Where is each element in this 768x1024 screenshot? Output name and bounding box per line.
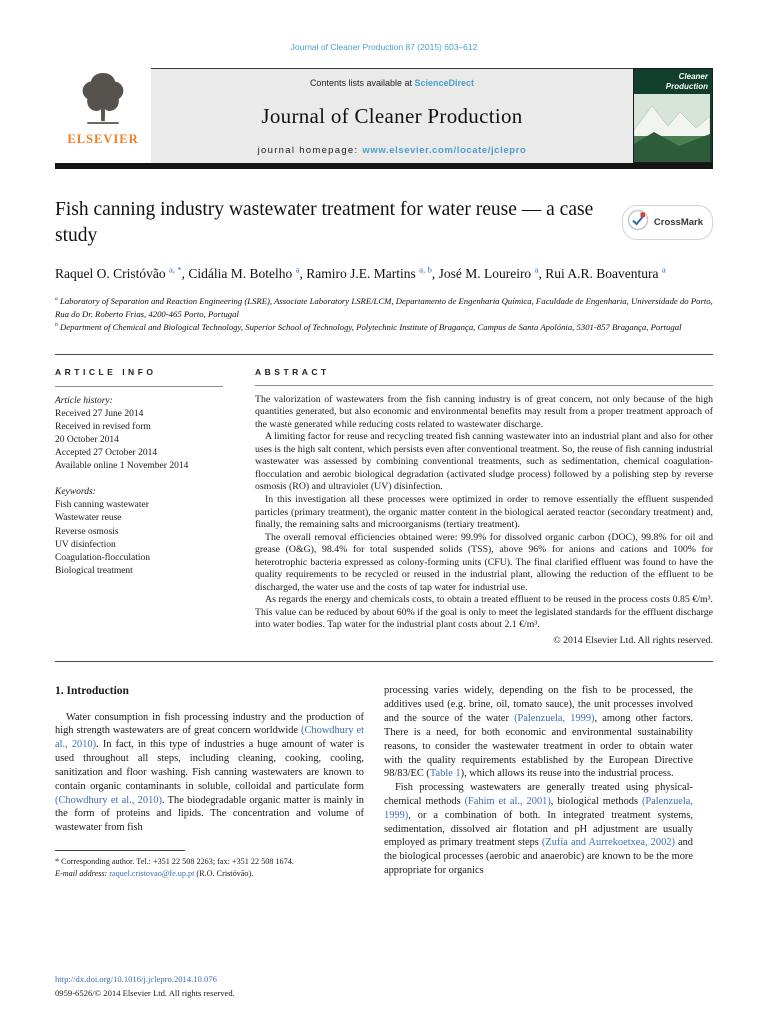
journal-cover-image[interactable] — [633, 68, 713, 163]
issn-copyright-line: 0959-6526/© 2014 Elsevier Ltd. All rights reserved. — [55, 987, 235, 998]
elsevier-wordmark: ELSEVIER — [67, 132, 139, 146]
contents-prefix: Contents lists available at — [309, 78, 415, 88]
keyword-item: Reverse osmosis — [55, 526, 119, 537]
affiliation-b: $^b$ Department of Chemical and Biological Technology, Superior School of Technology, Polytechnic Institute of Bragança, Campus de Santa Apolónia, 5301-857 Bragança, Portugal — [55, 321, 682, 332]
crossmark-label: CrossMark — [653, 217, 703, 228]
journal-masthead — [151, 68, 633, 163]
abstract-paragraph: The valorization of wastewaters from the fish canning industry is of great concern, not only because of the high quantities generated, but also economic and environmental benefits may result from a proper treatment approach of the waste generated while reducing costs related to wastewater discharge. — [255, 393, 713, 430]
affiliations — [55, 295, 713, 334]
section-heading-introduction: 1. Introduction — [55, 685, 129, 698]
keyword-item: Wastewater reuse — [55, 513, 122, 524]
header-divider-bar — [55, 163, 713, 169]
history-line: 20 October 2014 — [55, 434, 119, 445]
abstract-paragraph: A limiting factor for reuse and recycling treated fish canning wastewater into an industrial plant and also for other uses is the high salt content, which persists even after conventional treatment. So, the reuse of fish canning industrial wastewater was assessed by combining conventional treatments, such as sedimentation, chemical coagulation-flocculation and aerobic biological degradation (activated sludge process) followed by a polishing step by reverse osmosis (RO) and ultraviolet (UV) disinfection. — [255, 431, 713, 493]
body-column-right — [384, 684, 693, 880]
keyword-item: Coagulation-flocculation — [55, 552, 150, 563]
body-paragraph: Water consumption in fish processing industry and the production of high strength wastewaters are of great concern worldwide (Chowdhury et al., 2010). In fact, in this type of industries a huge amount of water is used throughout all steps, including cleaning, cooking, cooling, sanitization and floor washing. Fish canning wastewaters are known to contain organic contaminants in soluble, colloidal and particulate form (Chowdhury et al., 2010). The biodegradable organic matter is mainly in the form of proteins and lipids. The concentration and volume of wastewater from fish — [55, 711, 365, 834]
crossmark-badge[interactable] — [622, 205, 713, 240]
footnote-email-line: E-mail address: raquel.cristovao@fe.up.pt (R.O. Cristóvão). — [55, 869, 254, 879]
author-list: Raquel O. Cristóvão $^{a, *}$, Cidália M. Botelho $^a$, Ramiro J.E. Martins $^{a, b}$, José M. Loureiro $^a$, Rui A.R. Boaventura $^a$ — [55, 264, 666, 282]
abstract-paragraph: In this investigation all these processes were optimized in order to remove essentially the effluent suspended particles (primary treatment), the organic matter content in the biological aerated reactor (secondary treatment) and, finally, the remaining salts and microorganisms (tertiary treatment). — [255, 493, 713, 531]
doi-link[interactable]: http://dx.doi.org/10.1016/j.jclepro.2014.10.076 — [55, 974, 217, 985]
cover-title-line1: Cleaner — [678, 72, 708, 81]
history-label: Article history: — [55, 395, 113, 406]
inline-link[interactable]: Table 1 — [429, 768, 461, 780]
elsevier-tree-icon — [78, 70, 128, 131]
cover-mountains-art — [634, 94, 710, 162]
keywords-label: Keywords: — [55, 487, 96, 498]
inline-link[interactable]: (Zufía and Aurrekoetxea, 2002) — [541, 837, 675, 849]
abstract-column — [255, 367, 713, 648]
title-row — [55, 197, 713, 248]
info-abstract-block — [55, 354, 713, 663]
body-paragraph: Fish processing wastewaters are generally treated using physical-chemical methods (Fahim et al., 2001), biological methods (Palenzuela, 1999), or a combination of both. In integrated treatment systems, sedimentation, dissolved air flotation and pH adjustment are usually employed as primary treatment steps (Zufía and Aurrekoetxea, 2002) and the biological processes (aerobic and anaerobic) are known to be the more appropriate for organics — [384, 782, 693, 877]
footnote-line: * Corresponding author. Tel.: +351 22 508 2263; fax: +351 22 508 1674. — [55, 857, 294, 867]
history-line: Accepted 27 October 2014 — [55, 448, 158, 459]
journal-citation: Journal of Cleaner Production 87 (2015) 603–612 — [290, 42, 478, 52]
inline-link[interactable]: (Fahim et al., 2001) — [464, 795, 551, 807]
body-column-left — [55, 684, 364, 880]
keyword-item: Biological treatment — [55, 565, 133, 576]
copyright-line: © 2014 Elsevier Ltd. All rights reserved. — [553, 634, 713, 646]
history-line: Received 27 June 2014 — [55, 408, 144, 419]
inline-link[interactable]: raquel.cristovao@fe.up.pt — [109, 869, 195, 879]
inline-link[interactable]: (Chowdhury et al., 2010) — [55, 725, 365, 751]
body-paragraph: processing varies widely, depending on the fish to be processed, the additives used (e.g. brine, oil, tomato sauce), the unit processes involved and the source of the water (Palenzuela, 1999), among other factors. There is a need, for both economic and environmental sustainability reasons, to consider the wastewater treatment in order to obtain water with the quality requirements established by the European Directive 98/83/EC (Table 1), which allows its reuse into the industrial process. — [384, 685, 694, 780]
keyword-item: Fish canning wastewater — [55, 500, 149, 511]
abstract-heading: ABSTRACT — [255, 367, 713, 386]
article-body — [55, 684, 713, 880]
journal-homepage-link[interactable]: www.elsevier.com/locate/jclepro — [362, 145, 527, 156]
inline-link[interactable]: (Palenzuela, 1999) — [384, 795, 693, 821]
crossmark-icon — [627, 209, 649, 236]
history-line: Available online 1 November 2014 — [55, 461, 189, 472]
abstract-paragraph: The overall removal efficiencies obtained were: 99.9% for dissolved organic carbon (DOC), 99.8% for oil and grease (O&G), 98.4% for total suspended solids (TSS), above 96% for anions and cations and 100% for heterotrophic bacteria expressed as colony-forming units (CFU). The final clarified effluent was found to have the quality requirements to be recycled or reused in the industrial plant, allowing the reduction of the effluent to be discharged, the water use and the costs of tap water for industrial use. — [255, 531, 713, 593]
inline-link[interactable]: (Palenzuela, 1999) — [514, 713, 595, 725]
article-title: Fish canning industry wastewater treatment for water reuse — a case study — [55, 199, 594, 246]
article-info-column — [55, 367, 223, 648]
contents-line — [159, 78, 625, 88]
sciencedirect-link[interactable]: ScienceDirect — [414, 78, 475, 88]
keyword-item: UV disinfection — [55, 539, 116, 550]
journal-header — [55, 68, 713, 163]
homepage-line — [159, 145, 625, 156]
imprint-block — [55, 973, 235, 1000]
corresponding-author-footnote — [55, 850, 364, 881]
affiliation-a: $^a$ Laboratory of Separation and Reaction Engineering (LSRE), Associate Laboratory LSRE/LCM, Departamento de Engenharia Química, Faculdade de Engenharia, Universidade do Porto, Rua do Dr. Roberto Frias, 4200-465 Porto, Portugal — [55, 295, 713, 319]
article-info-heading: ARTICLE INFO — [55, 367, 223, 387]
cover-title — [666, 72, 708, 91]
history-line: Received in revised form — [55, 421, 151, 432]
inline-link[interactable]: (Chowdhury et al., 2010) — [55, 794, 162, 806]
abstract-paragraph: As regards the energy and chemicals costs, to obtain a treated effluent to be reused in the process costs 0.85 €/m³. This value can be reduced by about 60% if the goal is only to meet the legislated standards for the effluent discharge into water bodies. Tap water for the industrial plant costs about 2.1 €/m³. — [255, 594, 713, 631]
cover-title-line2: Production — [665, 81, 708, 91]
elsevier-logo[interactable] — [55, 68, 151, 163]
footnote-rule — [55, 850, 185, 851]
homepage-label: journal homepage: — [257, 145, 363, 156]
journal-title: Journal of Cleaner Production — [261, 104, 523, 128]
